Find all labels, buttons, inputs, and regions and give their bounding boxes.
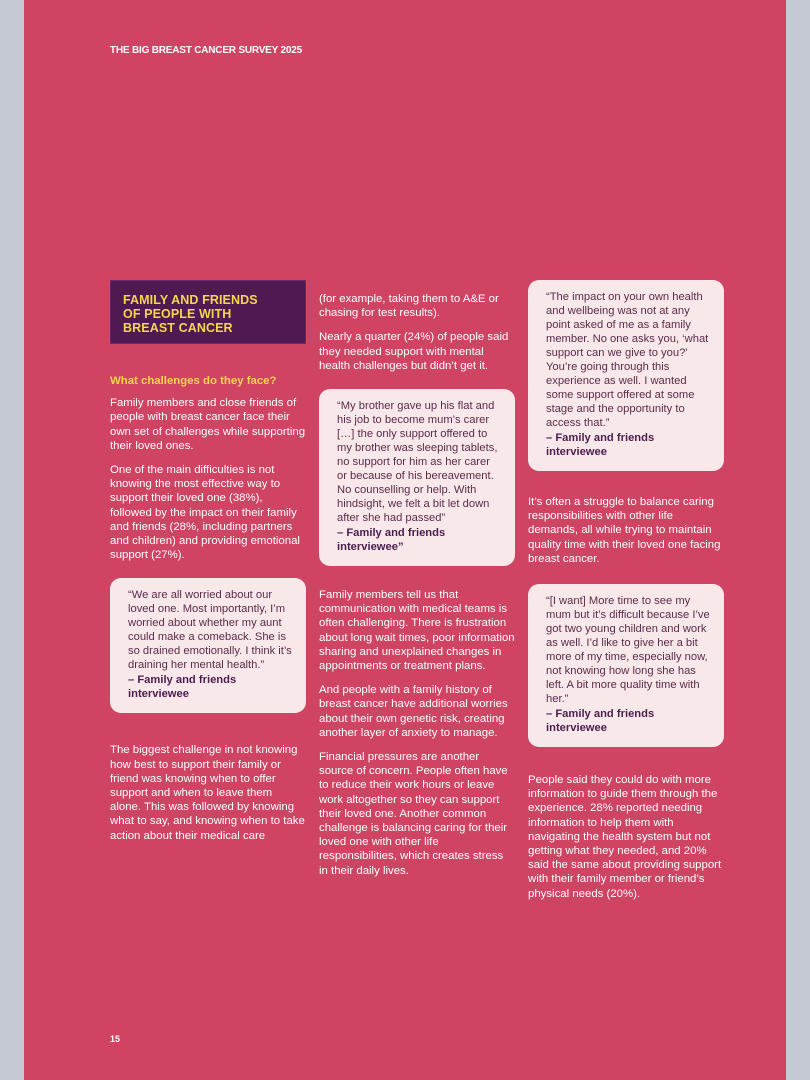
- quote-text: “The impact on your own health and wellbeing was not at any point asked of me as a family member. No one asks you, ‘what support can we give to you?’ You’re going through this experience as well. I wanted some support offered at some stage and the opportunity to access that.”: [546, 291, 709, 429]
- paragraph: And people with a family history of breast cancer have additional worries about their own genetic risk, creating another layer of anxiety to manage.: [319, 684, 508, 739]
- quote-text: “My brother gave up his flat and his job to become mum’s carer […] the only support offered to my brother was sleeping tablets, no support for him as her carer or because of his bereavement. No counselling or help. With hindsight, we felt a bit let down after she had passed”: [337, 400, 498, 525]
- document-page: [24, 0, 786, 1080]
- quote-attribution: – Family and friends interviewee: [128, 674, 237, 701]
- paragraph: The biggest challenge in not knowing how best to support their family or friend was knowing when to offer support and when to leave them alone. This was followed by knowing what to say, and knowing when to take action about their medical care: [110, 744, 305, 842]
- section-title-box: [110, 280, 306, 344]
- section-title-line: OF PEOPLE WITH: [123, 307, 232, 321]
- quote-text: “[I want] More time to see my mum but it’s difficult because I’ve got two young children and work as well. I’d like to give her a bit more of my time, especially now, not knowing how long she has left. A bit more quality time with her.”: [546, 595, 710, 706]
- paragraph: Financial pressures are another source of concern. People often have to reduce their work hours or leave work altogether so they can support their loved one. Another common challenge is balancing caring for their loved one with other life responsibilities, which creates stress in their daily lives.: [319, 751, 508, 877]
- column-2: [319, 292, 515, 888]
- quote-attribution: – Family and friends interviewee: [546, 708, 655, 735]
- quote-card: [319, 389, 515, 566]
- quote-attribution: – Family and friends interviewee”: [337, 527, 446, 554]
- quote-card: [528, 280, 724, 471]
- quote-card: [110, 578, 306, 713]
- page-number: 15: [110, 1034, 121, 1044]
- quote-attribution: – Family and friends interviewee: [546, 432, 655, 458]
- quote-text: “We are all worried about our loved one. Most importantly, I’m worried about whether my aunt could make a comeback. She is so drained emotionally. I think it’s draining her mental health.”: [128, 589, 292, 672]
- paragraph: Family members and close friends of people with breast cancer face their own set of challenges while supporting their loved ones.: [110, 397, 306, 452]
- paragraph: (for example, taking them to A&E or chasing for test results).: [319, 293, 499, 320]
- paragraph: People said they could do with more information to guide them through the experience. 28% reported needing information to help them with navigating the health system but not getting what they needed, and 20% said the same about providing support with their family member or friend’s physical needs (20%).: [528, 774, 722, 900]
- column-3: [528, 280, 724, 911]
- quote-card: [528, 584, 724, 747]
- paragraph: One of the main difficulties is not knowing the most effective way to support their loved one (38%), followed by the impact on their family and friends (28%, including partners and children) and providing emotional support (27%).: [110, 464, 300, 562]
- paragraph: Family members tell us that communication with medical teams is often challenging. There is frustration about long wait times, poor information sharing and unexplained changes in appointments or treatment plans.: [319, 589, 515, 673]
- section-title-line: BREAST CANCER: [123, 321, 233, 335]
- paragraph: Nearly a quarter (24%) of people said they needed support with mental health challenges but didn’t get it.: [319, 331, 509, 372]
- section-title-line: FAMILY AND FRIENDS: [123, 293, 258, 307]
- column-1: [110, 280, 306, 853]
- subheading: What challenges do they face?: [110, 375, 277, 387]
- page-header: THE BIG BREAST CANCER SURVEY 2025: [110, 45, 302, 56]
- paragraph: It’s often a struggle to balance caring responsibilities with other life demands, all while trying to maintain quality time with their loved one facing breast cancer.: [528, 496, 721, 565]
